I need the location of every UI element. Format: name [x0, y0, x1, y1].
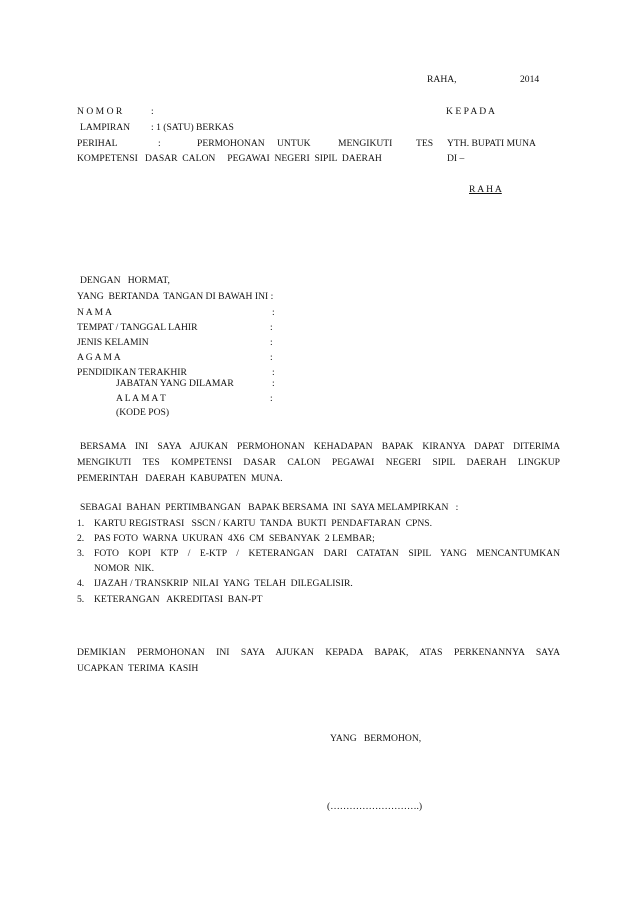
paragraph-1-line-2: MENGIKUTI TES KOMPETENSI DASAR CALON PEGAWAI NEGERI SIPIL DAERAH LINGKUP [77, 457, 560, 468]
list-num-2: 2. [77, 533, 85, 544]
list-item-2: PAS FOTO WARNA UKURAN 4X6 CM SEBANYAK 2 LEMBAR; [94, 533, 375, 544]
recipient-city: R A H A [469, 184, 502, 195]
perihal-line-2: KOMPETENSI DASAR CALON PEGAWAI NEGERI SIPIL DAERAH [77, 153, 382, 164]
field-colon-agama: : [270, 352, 273, 363]
list-item-3: FOTO KOPI KTP / E-KTP / KETERANGAN DARI CATATAN SIPIL YANG MENCANTUMKAN [94, 548, 560, 559]
list-num-1: 1. [77, 518, 85, 529]
field-label-jenis-kelamin: JENIS KELAMIN [77, 337, 149, 348]
greeting: DENGAN HORMAT, [80, 275, 170, 286]
list-item-3-cont: NOMOR NIK. [94, 563, 154, 574]
field-label-ttl: TEMPAT / TANGGAL LAHIR [77, 322, 198, 333]
perihal-label: PERIHAL [77, 138, 118, 149]
field-label-alamat: A L A M A T [116, 393, 166, 404]
field-label-jabatan: JABATAN YANG DILAMAR [116, 378, 234, 389]
field-label-nama: N A M A [77, 307, 112, 318]
signature-label: YANG BERMOHON, [330, 733, 422, 744]
kepada-label: K E P A D A [446, 106, 495, 117]
letter-place: RAHA, [427, 74, 457, 85]
list-num-5: 5. [77, 594, 85, 605]
paragraph-1-line-3: PEMERINTAH DAERAH KABUPATEN MUNA. [77, 473, 283, 484]
field-colon-jabatan: : [272, 378, 275, 389]
perihal-word-1: PERMOHONAN [197, 138, 265, 149]
perihal-colon: : [158, 138, 161, 149]
lampiran-label: LAMPIRAN [80, 122, 131, 133]
field-colon-alamat: : [270, 393, 273, 404]
field-colon-pendidikan: : [272, 367, 275, 378]
perihal-word-2: UNTUK [277, 138, 311, 149]
list-num-4: 4. [77, 578, 85, 589]
signature-placeholder: (……………………….) [327, 801, 423, 812]
list-num-3: 3. [77, 548, 85, 559]
perihal-word-3: MENGIKUTI [338, 138, 393, 149]
letter-year: 2014 [520, 74, 540, 85]
recipient-yth: YTH. BUPATI MUNA [447, 138, 536, 149]
field-label-pendidikan: PENDIDIKAN TERAKHIR [77, 367, 187, 378]
nomor-label: N O M O R [77, 106, 123, 117]
paragraph-1-line-1: BERSAMA INI SAYA AJUKAN PERMOHONAN KEHADAPAN BAPAK KIRANYA DAPAT DITERIMA [80, 441, 560, 452]
field-colon-jenis-kelamin: : [270, 337, 273, 348]
list-item-5: KETERANGAN AKREDITASI BAN-PT [94, 594, 263, 605]
nomor-colon: : [151, 106, 154, 117]
field-label-kode-pos: (KODE POS) [116, 407, 170, 418]
field-colon-nama: : [272, 307, 275, 318]
closing-line-1: DEMIKIAN PERMOHONAN INI SAYA AJUKAN KEPADA BAPAK, ATAS PERKENANNYA SAYA [77, 647, 560, 658]
recipient-di: DI – [447, 153, 465, 164]
field-label-agama: A G A M A [77, 352, 121, 363]
closing-line-2: UCAPKAN TERIMA KASIH [77, 663, 199, 674]
list-item-1: KARTU REGISTRASI SSCN / KARTU TANDA BUKTI PENDAFTARAN CPNS. [94, 518, 433, 529]
intro-line: YANG BERTANDA TANGAN DI BAWAH INI : [77, 291, 274, 302]
perihal-word-4: TES [416, 138, 434, 149]
field-colon-ttl: : [270, 322, 273, 333]
list-item-4: IJAZAH / TRANSKRIP NILAI YANG TELAH DILEGALISIR. [94, 578, 353, 589]
paragraph-2: SEBAGAI BAHAN PERTIMBANGAN BAPAK BERSAMA INI SAYA MELAMPIRKAN : [80, 502, 459, 513]
lampiran-value: : 1 (SATU) BERKAS [151, 122, 234, 133]
